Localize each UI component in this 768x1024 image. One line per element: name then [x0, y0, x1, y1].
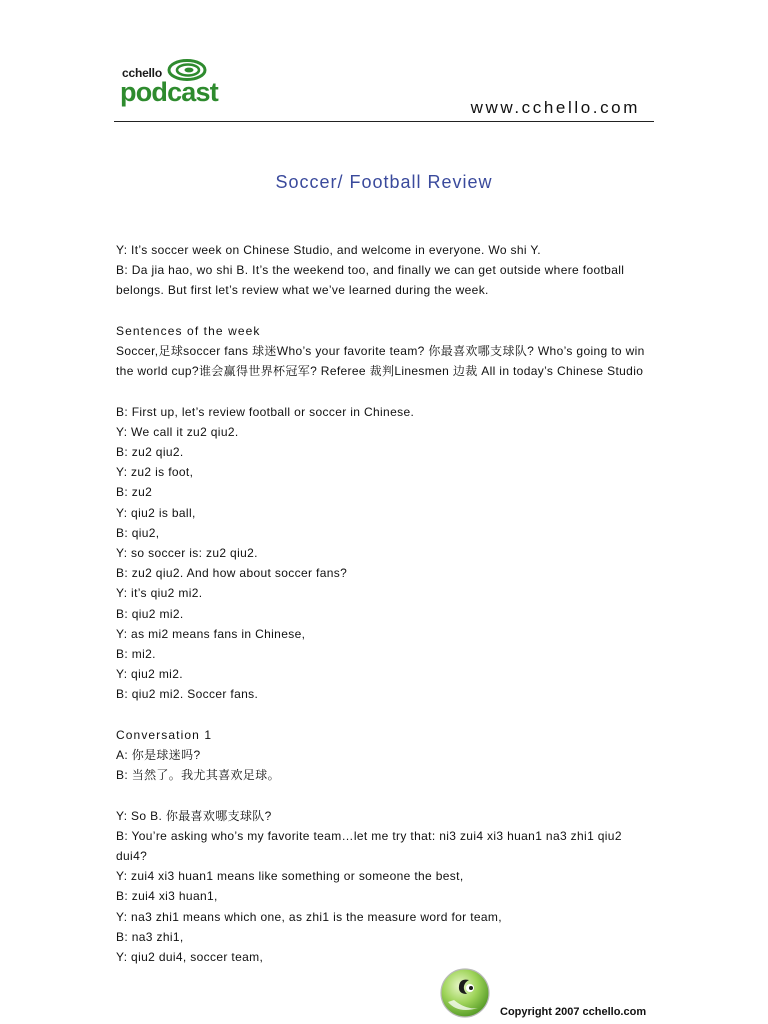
transcript-line: B: zui4 xi3 huan1, [116, 889, 218, 904]
copyright-notice: Copyright 2007 cchello.com [500, 1006, 647, 1018]
transcript-line: Soccer,足球soccer fans 球迷Who’s your favorite team? 你最喜欢哪支球队? Who’s going to win [116, 344, 645, 358]
transcript-line: B: First up, let’s review football or soccer in Chinese. [116, 404, 415, 419]
transcript-line: B: You’re asking who’s my favorite team…let me try that: ni3 zui4 xi3 huan1 na3 zhi1 qiu2 [116, 828, 622, 843]
transcript-line: Y: as mi2 means fans in Chinese, [116, 626, 306, 641]
transcript-line: Y: qiu2 mi2. [116, 667, 183, 682]
transcript-line: Y: qiu2 is ball, [116, 505, 196, 520]
transcript-line: Y: qiu2 dui4, soccer team, [116, 950, 264, 965]
transcript-line: B: mi2. [116, 647, 156, 662]
transcript-line: B: qiu2 mi2. [116, 606, 184, 621]
site-url-link[interactable]: www.cchello.com [470, 98, 640, 117]
document-title: Soccer/ Football Review [275, 172, 493, 192]
transcript-line: Y: zu2 is foot, [116, 465, 194, 480]
transcript-line: dui4? [116, 849, 148, 864]
transcript-line: Conversation 1 [116, 727, 213, 742]
transcript-line: the world cup?谁会赢得世界杯冠军? Referee 裁判Linesmen 边裁 All in today’s Chinese Studio [116, 364, 644, 379]
page-header [0, 0, 768, 130]
transcript-line: B: zu2 qiu2. And how about soccer fans? [116, 566, 348, 581]
transcript-line: B: na3 zhi1, [116, 929, 184, 944]
transcript-line: B: zu2 qiu2. [116, 445, 184, 459]
paragraph-gap [116, 301, 660, 321]
transcript-line: Y: na3 zhi1 means which one, as zhi1 is the measure word for team, [116, 909, 502, 924]
transcript-line: Y: So B. 你最喜欢哪支球队? [116, 808, 272, 823]
transcript-line: A: 你是球迷吗? [116, 748, 201, 763]
paragraph-gap [116, 785, 660, 805]
paragraph-gap [116, 705, 660, 725]
header-divider [114, 121, 654, 122]
transcript-line: Y: it’s qiu2 mi2. [116, 586, 203, 601]
logo-podcast-text: podcast [120, 77, 218, 107]
logo-brand-text: cchello [122, 66, 162, 80]
footer-globe-logo-icon [436, 964, 494, 1020]
cchello-podcast-logo [118, 58, 230, 110]
paragraph-gap [116, 381, 660, 401]
transcript-line: Y: zui4 xi3 huan1 means like something or someone the best, [116, 869, 464, 884]
transcript-line: B: 当然了。我尤其喜欢足球。 [116, 768, 280, 783]
transcript-line: B: Da jia hao, wo shi B. It’s the weekend too, and finally we can get outside where football [116, 263, 625, 278]
transcript-line: B: qiu2 mi2. Soccer fans. [116, 687, 259, 702]
transcript-body [116, 240, 660, 967]
transcript-line: B: zu2 [116, 485, 153, 500]
transcript-line: Y: We call it zu2 qiu2. [116, 424, 239, 439]
transcript-line: B: qiu2, [116, 525, 160, 540]
transcript-line: Y: It’s soccer week on Chinese Studio, and welcome in everyone. Wo shi Y. [116, 243, 541, 257]
transcript-line: belongs. But first let’s review what we’ve learned during the week. [116, 283, 489, 298]
transcript-line: Y: so soccer is: zu2 qiu2. [116, 546, 258, 561]
transcript-line: Sentences of the week [116, 323, 261, 338]
